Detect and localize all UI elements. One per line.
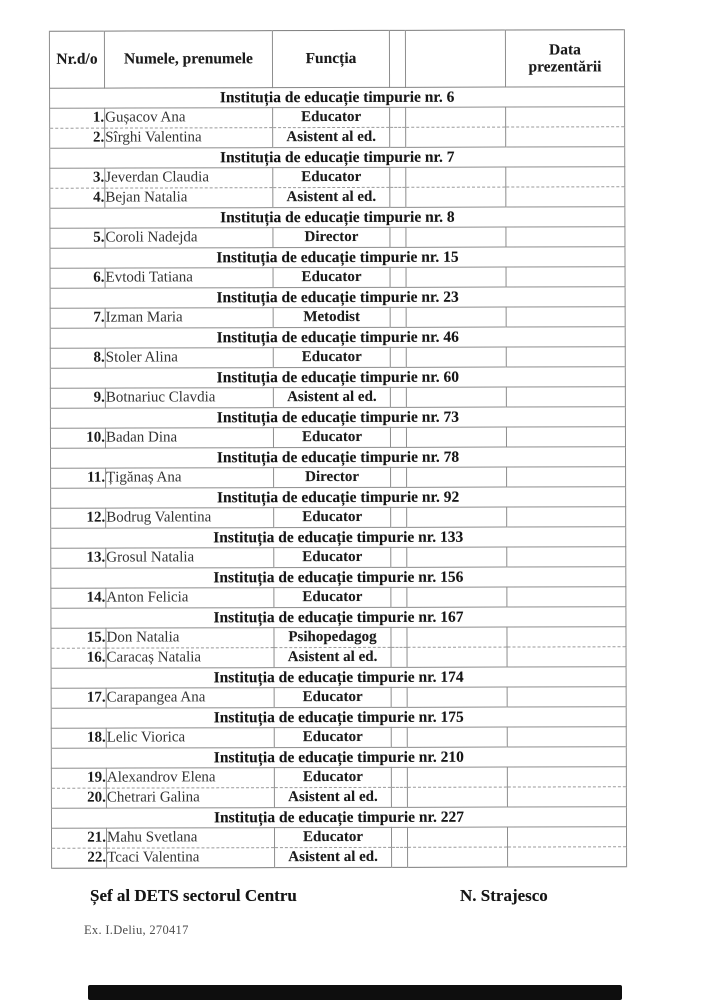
row-number: 13. xyxy=(51,548,106,568)
date-presented-cell xyxy=(506,227,625,247)
staff-function: Educator xyxy=(274,827,391,847)
staff-function: Asistent al ed. xyxy=(273,387,390,407)
date-presented-cell xyxy=(507,727,626,747)
institution-header-row xyxy=(51,707,626,729)
empty-cell-narrow xyxy=(390,267,406,287)
empty-cell-narrow xyxy=(391,727,407,747)
row-number: 16. xyxy=(51,648,106,668)
date-presented-cell xyxy=(507,647,626,667)
date-presented-cell xyxy=(506,347,625,367)
empty-cell-wide xyxy=(408,847,508,867)
date-presented-cell xyxy=(506,107,625,127)
table-header-row xyxy=(49,30,624,89)
row-number: 5. xyxy=(50,228,105,248)
staff-function: Educator xyxy=(274,727,391,747)
staff-row xyxy=(50,267,625,289)
empty-cell-narrow xyxy=(391,507,407,527)
header-date: Data prezentării xyxy=(505,30,624,87)
staff-row xyxy=(51,787,626,809)
row-number: 19. xyxy=(51,768,106,788)
row-number: 2. xyxy=(50,128,105,148)
staff-row xyxy=(50,127,625,149)
empty-cell-wide xyxy=(406,167,506,187)
institution-header-row xyxy=(51,747,626,769)
staff-function: Educator xyxy=(274,767,391,787)
staff-row xyxy=(50,187,625,209)
date-presented-cell xyxy=(506,187,625,207)
staff-name: Bodrug Valentina xyxy=(106,508,274,528)
staff-name: Don Natalia xyxy=(106,628,274,648)
staff-function: Asistent al ed. xyxy=(274,647,391,667)
institution-header-row xyxy=(50,407,625,429)
staff-name: Izman Maria xyxy=(105,308,273,328)
staff-row xyxy=(51,827,626,849)
staff-function: Educator xyxy=(274,547,391,567)
staff-row xyxy=(51,647,626,669)
staff-name: Țigănaș Ana xyxy=(106,468,274,488)
institution-title: Instituția de educație timpurie nr. 133 xyxy=(51,527,626,549)
staff-name: Sîrghi Valentina xyxy=(105,128,273,148)
staff-name: Bejan Natalia xyxy=(105,188,273,208)
staff-row xyxy=(52,847,627,869)
institution-title: Instituția de educație timpurie nr. 7 xyxy=(50,147,625,169)
staff-function: Educator xyxy=(274,507,391,527)
staff-name: Caracaș Natalia xyxy=(106,648,274,668)
row-number: 15. xyxy=(51,628,106,648)
empty-cell-wide xyxy=(406,307,506,327)
row-number: 12. xyxy=(51,508,106,528)
row-number: 9. xyxy=(50,388,105,408)
staff-name: Mahu Svetlana xyxy=(106,828,274,848)
institution-title: Instituția de educație timpurie nr. 8 xyxy=(50,207,625,229)
institution-header-row xyxy=(51,527,626,549)
header-nr: Nr.d/o xyxy=(49,31,104,88)
institution-title: Instituția de educație timpurie nr. 23 xyxy=(50,287,625,309)
header-name: Numele, prenumele xyxy=(104,31,272,88)
empty-cell-wide xyxy=(407,547,507,567)
row-number: 11. xyxy=(51,468,106,488)
empty-cell-narrow xyxy=(390,107,406,127)
date-presented-cell xyxy=(507,507,626,527)
date-presented-cell xyxy=(506,267,625,287)
staff-name: Botnariuc Clavdia xyxy=(105,388,273,408)
empty-cell-narrow xyxy=(390,187,406,207)
row-number: 7. xyxy=(50,308,105,328)
staff-function: Asistent al ed. xyxy=(274,787,391,807)
staff-function: Psihopedagog xyxy=(274,627,391,647)
institution-title: Instituția de educație timpurie nr. 15 xyxy=(50,247,625,269)
staff-function: Educator xyxy=(274,687,391,707)
row-number: 17. xyxy=(51,688,106,708)
institution-title: Instituția de educație timpurie nr. 60 xyxy=(50,367,625,389)
institution-header-row xyxy=(51,607,626,629)
row-number: 4. xyxy=(50,188,105,208)
empty-cell-narrow xyxy=(390,387,406,407)
empty-cell-wide xyxy=(407,627,507,647)
staff-function: Asistent al ed. xyxy=(273,127,390,147)
empty-cell-wide xyxy=(406,227,506,247)
staff-row xyxy=(51,587,626,609)
staff-row xyxy=(51,547,626,569)
row-number: 3. xyxy=(50,168,105,188)
staff-name: Carapangea Ana xyxy=(106,688,274,708)
staff-function: Educator xyxy=(274,587,391,607)
date-presented-cell xyxy=(507,467,626,487)
staff-function: Metodist xyxy=(273,307,390,327)
date-presented-cell xyxy=(507,787,626,807)
empty-cell-wide xyxy=(407,647,507,667)
staff-row xyxy=(50,347,625,369)
institution-header-row xyxy=(51,667,626,689)
empty-cell-narrow xyxy=(390,127,406,147)
date-presented-cell xyxy=(507,827,626,847)
date-presented-cell xyxy=(508,847,627,867)
institution-header-row xyxy=(50,327,625,349)
staff-name: Tcaci Valentina xyxy=(107,848,275,868)
date-presented-cell xyxy=(507,627,626,647)
institution-title: Instituția de educație timpurie nr. 46 xyxy=(50,327,625,349)
staff-row xyxy=(51,467,626,489)
staff-row xyxy=(51,687,626,709)
empty-cell-narrow xyxy=(392,847,408,867)
institution-header-row xyxy=(50,247,625,269)
empty-cell-narrow xyxy=(391,547,407,567)
institution-title: Instituția de educație timpurie nr. 92 xyxy=(51,487,626,509)
staff-function: Educator xyxy=(273,167,390,187)
staff-row xyxy=(50,427,625,449)
staff-row xyxy=(50,167,625,189)
date-presented-cell xyxy=(506,387,625,407)
institution-title: Instituția de educație timpurie nr. 175 xyxy=(51,707,626,729)
institution-header-row xyxy=(50,447,625,469)
row-number: 18. xyxy=(51,728,106,748)
empty-cell-wide xyxy=(406,347,506,367)
empty-cell-narrow xyxy=(391,787,407,807)
staff-row xyxy=(50,387,625,409)
row-number: 21. xyxy=(51,828,106,848)
staff-name: Evtodi Tatiana xyxy=(105,268,273,288)
date-presented-cell xyxy=(506,127,625,147)
institution-title: Instituția de educație timpurie nr. 167 xyxy=(51,607,626,629)
empty-cell-narrow xyxy=(391,587,407,607)
empty-cell-narrow xyxy=(390,427,406,447)
empty-cell-wide xyxy=(406,187,506,207)
empty-cell-narrow xyxy=(390,167,406,187)
institution-title: Instituția de educație timpurie nr. 210 xyxy=(51,747,626,769)
institution-title: Instituția de educație timpurie nr. 73 xyxy=(50,407,625,429)
header-empty-narrow xyxy=(389,30,405,87)
staff-row xyxy=(50,307,625,329)
empty-cell-wide xyxy=(406,387,506,407)
row-number: 6. xyxy=(50,268,105,288)
empty-cell-narrow xyxy=(391,647,407,667)
staff-row xyxy=(50,107,625,129)
empty-cell-wide xyxy=(407,467,507,487)
empty-cell-wide xyxy=(407,687,507,707)
empty-cell-wide xyxy=(407,507,507,527)
institution-header-row xyxy=(50,367,625,389)
empty-cell-wide xyxy=(407,787,507,807)
staff-function: Director xyxy=(274,467,391,487)
empty-cell-narrow xyxy=(390,227,406,247)
date-presented-cell xyxy=(507,767,626,787)
institution-title: Instituția de educație timpurie nr. 156 xyxy=(51,567,626,589)
header-function: Funcția xyxy=(272,30,389,87)
signature-title: Șef al DETS sectorul Centru xyxy=(90,886,297,905)
signature-name: N. Strajesco xyxy=(460,886,548,905)
empty-cell-wide xyxy=(407,827,507,847)
row-number: 22. xyxy=(52,848,107,868)
row-number: 8. xyxy=(50,348,105,368)
staff-name: Lelic Viorica xyxy=(106,728,274,748)
row-number: 20. xyxy=(51,788,106,808)
empty-cell-wide xyxy=(406,267,506,287)
header-empty-wide xyxy=(405,30,505,87)
empty-cell-narrow xyxy=(391,827,407,847)
row-number: 10. xyxy=(50,428,105,448)
table-header xyxy=(49,30,624,89)
staff-name: Chetrari Galina xyxy=(106,788,274,808)
institution-title: Instituția de educație timpurie nr. 6 xyxy=(50,87,625,109)
executor-note: Ex. I.Deliu, 270417 xyxy=(84,923,189,937)
staff-name: Grosul Natalia xyxy=(106,548,274,568)
date-presented-cell xyxy=(507,687,626,707)
staff-function: Asistent al ed. xyxy=(273,187,390,207)
staff-row xyxy=(51,627,626,649)
staff-function: Asistent al ed. xyxy=(275,847,392,867)
empty-cell-wide xyxy=(406,427,506,447)
date-presented-cell xyxy=(506,307,625,327)
scan-artifact-bar xyxy=(88,985,622,1000)
staff-row xyxy=(51,767,626,789)
empty-cell-narrow xyxy=(391,687,407,707)
institution-header-row xyxy=(50,207,625,229)
row-number: 14. xyxy=(51,588,106,608)
empty-cell-narrow xyxy=(391,627,407,647)
empty-cell-wide xyxy=(407,587,507,607)
staff-function: Educator xyxy=(273,267,390,287)
empty-cell-wide xyxy=(406,107,506,127)
staff-function: Educator xyxy=(273,347,390,367)
institution-header-row xyxy=(50,87,625,109)
staff-row xyxy=(51,507,626,529)
institution-title: Instituția de educație timpurie nr. 227 xyxy=(51,807,626,829)
institution-header-row xyxy=(50,147,625,169)
staff-name: Gușacov Ana xyxy=(105,108,273,128)
institution-header-row xyxy=(50,287,625,309)
empty-cell-narrow xyxy=(391,767,407,787)
staff-name: Jeverdan Claudia xyxy=(105,168,273,188)
staff-row xyxy=(51,727,626,749)
empty-cell-wide xyxy=(407,727,507,747)
staff-name: Stoler Alina xyxy=(105,348,273,368)
staff-function: Director xyxy=(273,227,390,247)
empty-cell-narrow xyxy=(391,467,407,487)
staff-name: Badan Dina xyxy=(105,428,273,448)
institution-header-row xyxy=(51,567,626,589)
date-presented-cell xyxy=(506,167,625,187)
empty-cell-wide xyxy=(407,767,507,787)
empty-cell-narrow xyxy=(390,347,406,367)
staff-name: Alexandrov Elena xyxy=(106,768,274,788)
institution-title: Instituția de educație timpurie nr. 78 xyxy=(50,447,625,469)
staff-function: Educator xyxy=(273,427,390,447)
institution-header-row xyxy=(51,487,626,509)
row-number: 1. xyxy=(50,108,105,128)
date-presented-cell xyxy=(506,427,625,447)
staff-name: Anton Felicia xyxy=(106,588,274,608)
staff-name: Coroli Nadejda xyxy=(105,228,273,248)
table-rows xyxy=(50,87,627,869)
empty-cell-wide xyxy=(406,127,506,147)
institution-header-row xyxy=(51,807,626,829)
staff-function: Educator xyxy=(273,107,390,127)
date-presented-cell xyxy=(507,587,626,607)
empty-cell-narrow xyxy=(390,307,406,327)
institution-title: Instituția de educație timpurie nr. 174 xyxy=(51,667,626,689)
date-presented-cell xyxy=(507,547,626,567)
staff-table xyxy=(49,29,627,869)
staff-row xyxy=(50,227,625,249)
